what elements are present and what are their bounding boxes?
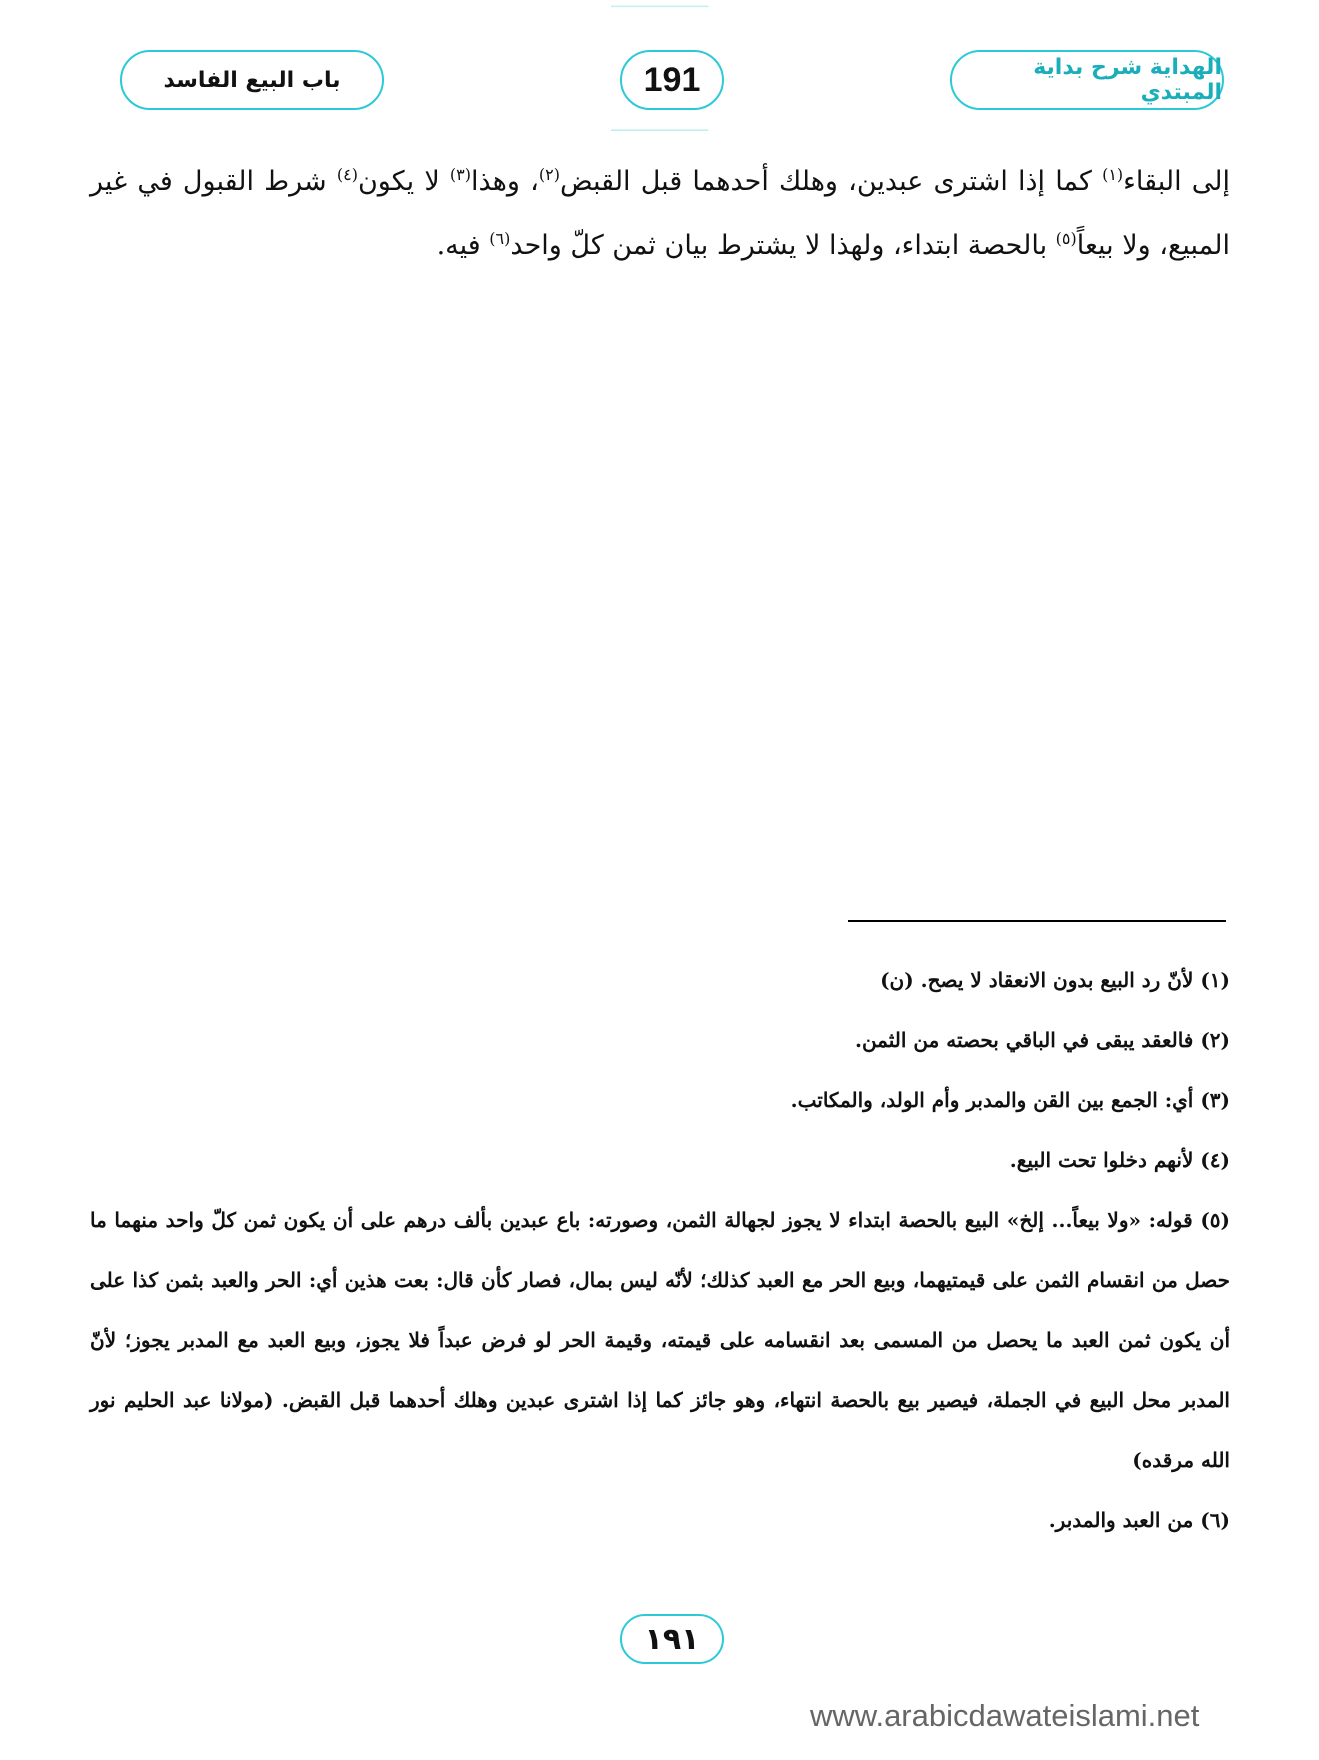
page-number-badge bbox=[620, 50, 724, 110]
footnote-separator bbox=[848, 920, 1226, 922]
footnote-ref: (٢) bbox=[538, 165, 560, 184]
footnote-5-text: البيع بالحصة ابتداء لا يجوز لجهالة الثمن، وصورته: باع عبدين بألف درهم على أن يكون ثمن كلّ واحد منهما ما حصل من انقسام الثمن على قيمتيهما، وبيع الحر مع العبد كذلك؛ لأنّه ليس بمال، فصار كأن قال: بعت هذين أي: الحر والعبد بثمن كذا على أن يكون ثمن العبد ما يحصل من المسمى بعد انقسامه على قيمته، وقيمة الحر لو فرض عبداً فلا يجوز، وبيع العبد مع المدبر يجوز؛ لأنّ المدبر محل البيع في الجملة، فيصير بيع بالحصة انتهاء، وهو جائز كما إذا اشترى عبدين وهلك أحدهما قبل القبض. (مولانا عبد الحليم نور الله مرقده) bbox=[90, 1208, 1230, 1472]
text-segment: شرط القبول في غير المبيع، ولا بيعاً bbox=[90, 166, 1230, 261]
footnote-5-label: (٥) قوله: «ولا بيعاً... إلخ» bbox=[1006, 1208, 1230, 1232]
watermark: www.arabicdawateislami.net bbox=[810, 1698, 1200, 1733]
footnote-ref: (١) bbox=[1102, 165, 1124, 184]
footnote-ref: (٥) bbox=[1055, 229, 1077, 248]
main-paragraph bbox=[90, 150, 1230, 278]
footnote-ref: (٣) bbox=[449, 165, 471, 184]
text-segment: إلى البقاء bbox=[1123, 166, 1231, 197]
book-title: الهداية شرح بداية المبتدي bbox=[1033, 55, 1222, 105]
footnote-ref: (٦) bbox=[489, 229, 511, 248]
footnote-3: (٣) أي: الجمع بين القن والمدبر وأم الولد، والمكاتب. bbox=[790, 1088, 1230, 1112]
footnote-6: (٦) من العبد والمدبر. bbox=[1048, 1508, 1230, 1532]
footnotes bbox=[90, 950, 1230, 1550]
text-segment: لا يكون bbox=[357, 166, 450, 197]
text-segment: بالحصة ابتداء، ولهذا لا يشترط بيان ثمن كلّ واحد bbox=[510, 230, 1056, 261]
chapter-title-badge bbox=[120, 50, 384, 110]
footnote-4: (٤) لأنهم دخلوا تحت البيع. bbox=[1009, 1148, 1230, 1172]
text-segment: كما إذا اشترى عبدين، وهلك أحدهما قبل القبض bbox=[559, 166, 1103, 197]
chapter-title: باب البيع الفاسد bbox=[163, 67, 341, 93]
footer-page-number: ١٩١ bbox=[644, 1621, 700, 1657]
page-number: 191 bbox=[643, 60, 701, 99]
footer-page-badge bbox=[620, 1614, 724, 1664]
text-segment: ، وهذا bbox=[471, 166, 539, 197]
footnote-5 bbox=[90, 1190, 1230, 1490]
book-title-badge bbox=[950, 50, 1224, 110]
footnote-ref: (٤) bbox=[336, 165, 358, 184]
footnote-2: (٢) فالعقد يبقى في الباقي بحصته من الثمن. bbox=[854, 1028, 1230, 1052]
text-segment: فيه. bbox=[436, 230, 490, 261]
footnote-1: (١) لأنّ رد البيع بدون الانعقاد لا يصح. (ن) bbox=[880, 968, 1230, 992]
